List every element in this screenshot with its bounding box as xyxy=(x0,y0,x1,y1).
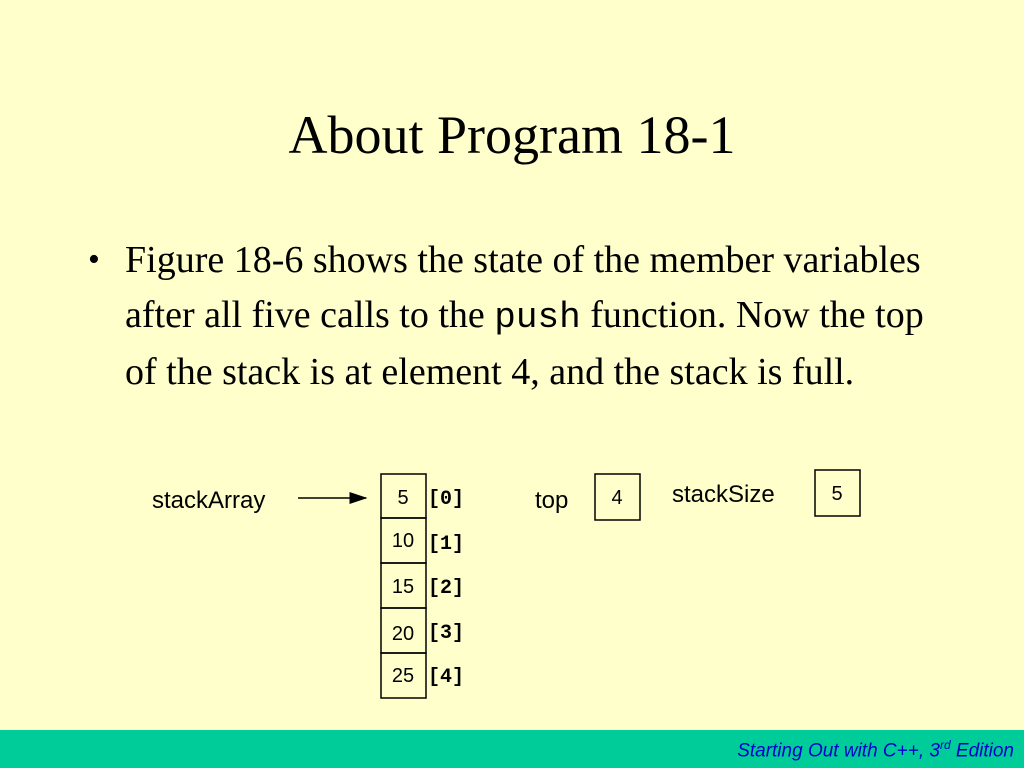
array-value-2: 15 xyxy=(391,576,415,598)
footer-superscript: rd xyxy=(939,738,951,752)
top-label: top xyxy=(535,487,569,514)
array-value-4: 25 xyxy=(391,665,415,687)
bullet-text-before: Figure 18-6 shows the state of the member variables after all five calls to the xyxy=(125,239,921,336)
footer-bar xyxy=(0,730,1024,768)
footer-title: Starting Out with C++, 3 xyxy=(737,740,940,762)
array-index-0: [0] xyxy=(428,488,465,511)
footer-text xyxy=(737,738,1014,762)
slide-title: About Program 18-1 xyxy=(288,105,736,165)
code-push: push xyxy=(494,297,581,338)
bullet-text-after: function. Now the top of the stack is at element 4, and the stack is full. xyxy=(125,294,924,393)
top-value: 4 xyxy=(611,487,623,509)
array-index-2: [2] xyxy=(428,577,465,600)
array-index-4: [4] xyxy=(428,666,465,689)
bullet-glyph: • xyxy=(88,241,100,278)
stack-size-value: 5 xyxy=(831,483,843,505)
array-index-3: [3] xyxy=(428,622,465,645)
footer-edition: Edition xyxy=(950,740,1014,762)
stack-array-label: stackArray xyxy=(152,487,266,514)
array-index-1: [1] xyxy=(428,533,465,556)
stack-size-label: stackSize xyxy=(672,481,775,508)
array-value-0: 5 xyxy=(397,487,409,509)
array-value-1: 10 xyxy=(391,530,415,552)
array-value-3: 20 xyxy=(391,623,415,645)
